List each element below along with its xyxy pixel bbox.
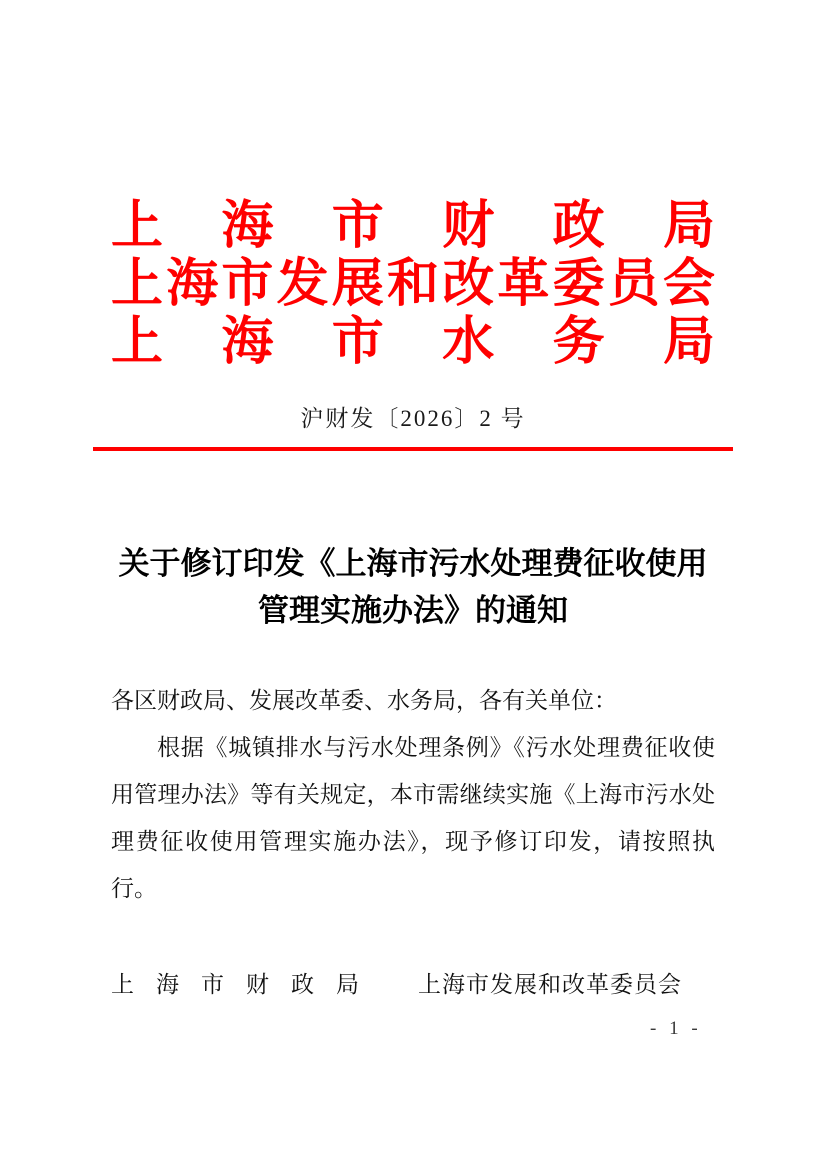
- document-number: 沪财发〔2026〕2 号: [300, 406, 526, 431]
- document-title-line-2: 管理实施办法》的通知: [258, 593, 568, 628]
- signature-agency-ndrc: 上海市发展和改革委员会: [418, 972, 682, 997]
- document-title: [0, 540, 826, 634]
- salutation-line: 各区财政局、发展改革委、水务局，各有关单位：: [111, 688, 617, 713]
- document-body: [111, 677, 715, 912]
- signature-agency-finance: 上海市财政局: [111, 972, 381, 997]
- red-divider-rule: [93, 447, 733, 451]
- signature-row: [111, 970, 715, 1000]
- letterhead: [111, 0, 715, 372]
- document-title-line-1: 关于修订印发《上海市污水处理费征收使用: [118, 546, 708, 581]
- letterhead-agency-2: 上海市发展和改革委员会: [111, 256, 715, 313]
- page-number: - 1 -: [650, 1018, 702, 1039]
- letterhead-agency-1: 上海市财政局: [111, 198, 715, 255]
- body-paragraph: 根据《城镇排水与污水处理条例》《污水处理费征收使用管理办法》等有关规定，本市需继续实施《上海市污水处理费征收使用管理实施办法》，现予修订印发，请按照执行。: [111, 735, 715, 901]
- letterhead-agency-3: 上海市水务局: [111, 314, 715, 371]
